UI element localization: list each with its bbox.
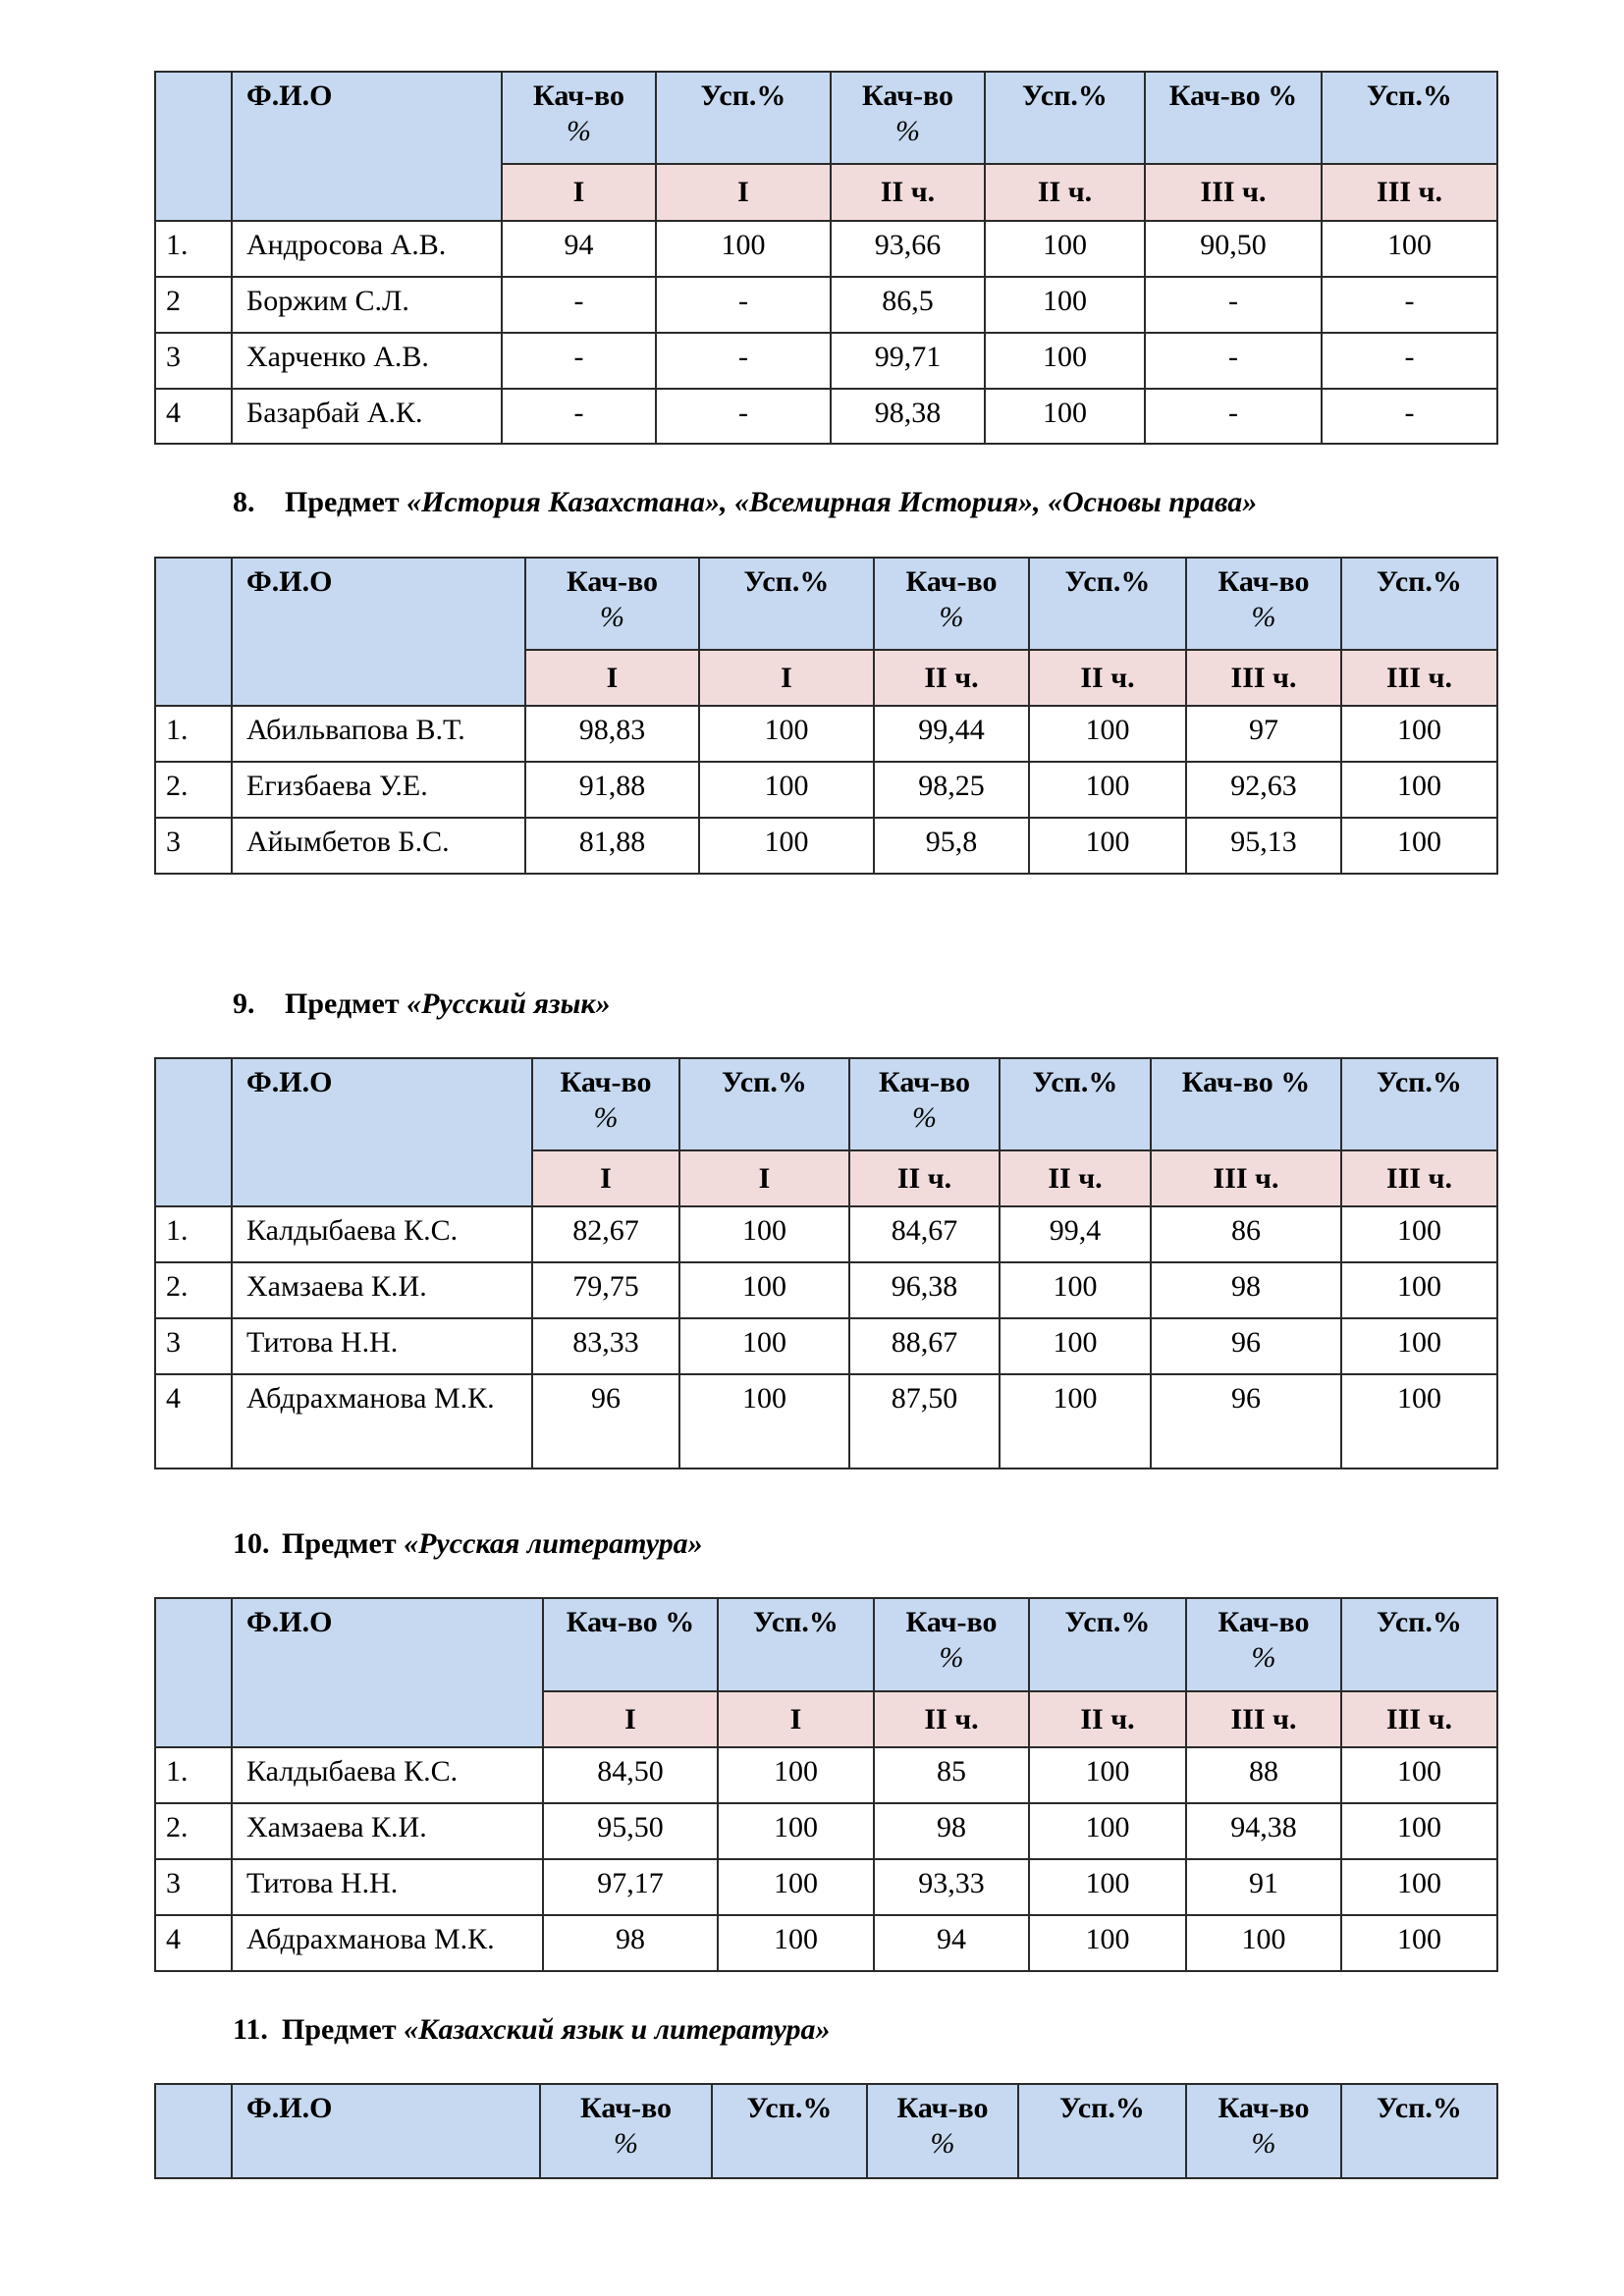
period-cell: I (525, 650, 699, 706)
section-number: 10. (233, 1527, 270, 1560)
period-cell: II ч. (874, 650, 1029, 706)
quality-value: 96 (532, 1374, 679, 1468)
quality-value: - (1145, 277, 1322, 333)
success-value: - (1322, 333, 1497, 389)
quality-value: 96 (1151, 1374, 1341, 1468)
period-cell: III ч. (1186, 650, 1341, 706)
quality-value: 96 (1151, 1318, 1341, 1374)
header-name: Ф.И.О (232, 1598, 543, 1747)
quality-value: 95,50 (543, 1803, 718, 1859)
section-subject: «Русская литература» (404, 1527, 703, 1560)
header-index-cell (155, 2084, 232, 2178)
period-cell: II ч. (985, 164, 1145, 221)
quality-value: 94,38 (1186, 1803, 1341, 1859)
period-cell: I (656, 164, 831, 221)
success-value: 100 (718, 1915, 874, 1971)
header-label: Кач-во (905, 1606, 998, 1638)
header-quality (874, 558, 1029, 650)
table-row (155, 1747, 1497, 1803)
row-index: 4 (155, 1915, 232, 1971)
quality-value: 99,44 (874, 706, 1029, 762)
header-percent: % (600, 601, 624, 633)
header-row (155, 558, 1497, 650)
success-value: 100 (1341, 762, 1497, 818)
quality-value: 86 (1151, 1206, 1341, 1262)
success-value: 100 (1341, 1747, 1497, 1803)
quality-value: 93,33 (874, 1859, 1029, 1915)
success-value: 100 (1341, 1859, 1497, 1915)
teacher-name: Калдыбаева К.С. (232, 1747, 543, 1803)
grades-table-continued (154, 71, 1498, 445)
header-index-cell (155, 558, 232, 706)
success-value: 100 (985, 277, 1145, 333)
success-value: 100 (699, 818, 874, 874)
success-value: 100 (718, 1803, 874, 1859)
teacher-name: Андросова А.В. (232, 221, 502, 277)
header-percent: % (614, 2127, 638, 2160)
header-label: Кач-во (566, 565, 659, 598)
quality-value: 98 (1151, 1262, 1341, 1318)
success-value: 100 (1000, 1262, 1151, 1318)
row-index: 2. (155, 1803, 232, 1859)
header-success: Усп.% (1341, 1598, 1497, 1691)
header-label: Кач-во (1218, 565, 1310, 598)
header-label: Кач-во (896, 2092, 989, 2124)
success-value: 100 (1029, 1915, 1186, 1971)
quality-value: 95,8 (874, 818, 1029, 874)
header-label: Кач-во (1218, 2092, 1310, 2124)
quality-value: 98,38 (831, 389, 985, 444)
success-value: 100 (1000, 1374, 1151, 1468)
section-number: 9. (233, 988, 255, 1020)
quality-value: 99,71 (831, 333, 985, 389)
period-cell: II ч. (849, 1150, 1000, 1206)
period-cell: II ч. (1000, 1150, 1151, 1206)
header-index-cell (155, 1058, 232, 1206)
section-heading-10 (233, 1529, 703, 1559)
header-quality (849, 1058, 1000, 1150)
row-index: 2 (155, 277, 232, 333)
header-percent: % (939, 601, 964, 633)
section-prefix: Предмет (285, 988, 400, 1020)
success-value: 99,4 (1000, 1206, 1151, 1262)
success-value: - (1322, 389, 1497, 444)
header-success: Усп.% (985, 72, 1145, 164)
quality-value: - (502, 277, 656, 333)
header-percent: % (939, 1641, 964, 1674)
success-value: 100 (1341, 1262, 1497, 1318)
table-row (155, 1262, 1497, 1318)
quality-value: - (502, 389, 656, 444)
header-name: Ф.И.О (232, 2084, 540, 2178)
period-cell: II ч. (874, 1691, 1029, 1747)
grades-table-kazakh (154, 2083, 1498, 2179)
header-quality (867, 2084, 1018, 2178)
header-percent: % (930, 2127, 955, 2160)
header-success: Усп.% (1000, 1058, 1151, 1150)
success-value: 100 (1029, 818, 1186, 874)
success-value: 100 (1322, 221, 1497, 277)
header-quality (874, 1598, 1029, 1691)
teacher-name: Абильвапова В.Т. (232, 706, 525, 762)
success-value: 100 (679, 1318, 849, 1374)
period-cell: II ч. (1029, 1691, 1186, 1747)
header-success: Усп.% (1029, 558, 1186, 650)
row-index: 3 (155, 818, 232, 874)
success-value: 100 (1341, 1374, 1497, 1468)
header-quality (1186, 558, 1341, 650)
row-index: 3 (155, 333, 232, 389)
header-percent: % (1251, 601, 1276, 633)
quality-value: 83,33 (532, 1318, 679, 1374)
table-row (155, 1318, 1497, 1374)
period-cell: I (502, 164, 656, 221)
header-quality (831, 72, 985, 164)
header-quality: Кач-во % (1145, 72, 1322, 164)
teacher-name: Хамзаева К.И. (232, 1262, 532, 1318)
success-value: - (1322, 277, 1497, 333)
header-percent: % (1251, 1641, 1276, 1674)
success-value: 100 (1029, 1859, 1186, 1915)
header-name: Ф.И.О (232, 558, 525, 706)
success-value: 100 (1029, 1803, 1186, 1859)
header-success: Усп.% (679, 1058, 849, 1150)
quality-value: 90,50 (1145, 221, 1322, 277)
header-name: Ф.И.О (232, 72, 502, 221)
header-success: Усп.% (1341, 2084, 1497, 2178)
table-row (155, 1859, 1497, 1915)
row-index: 1. (155, 221, 232, 277)
header-label: Кач-во (1218, 1606, 1310, 1638)
section-number: 11. (233, 2013, 268, 2046)
period-cell: I (543, 1691, 718, 1747)
quality-value: 92,63 (1186, 762, 1341, 818)
row-index: 1. (155, 1747, 232, 1803)
success-value: 100 (1029, 762, 1186, 818)
period-cell: I (699, 650, 874, 706)
success-value: 100 (699, 762, 874, 818)
success-value: 100 (679, 1374, 849, 1468)
table-row (155, 762, 1497, 818)
success-value: - (656, 389, 831, 444)
header-index-cell (155, 72, 232, 221)
period-cell: III ч. (1322, 164, 1497, 221)
quality-value: 86,5 (831, 277, 985, 333)
table-row (155, 1206, 1497, 1262)
header-success: Усп.% (1029, 1598, 1186, 1691)
period-cell: III ч. (1341, 1691, 1497, 1747)
success-value: 100 (718, 1747, 874, 1803)
success-value: 100 (985, 389, 1145, 444)
header-success: Усп.% (1341, 558, 1497, 650)
teacher-name: Боржим С.Л. (232, 277, 502, 333)
grades-table-russian-literature (154, 1597, 1498, 1972)
period-cell: III ч. (1341, 1150, 1497, 1206)
period-cell: II ч. (1029, 650, 1186, 706)
period-cell: III ч. (1186, 1691, 1341, 1747)
quality-value: 100 (1186, 1915, 1341, 1971)
teacher-name: Базарбай А.К. (232, 389, 502, 444)
teacher-name: Калдыбаева К.С. (232, 1206, 532, 1262)
quality-value: 84,67 (849, 1206, 1000, 1262)
period-cell: I (679, 1150, 849, 1206)
quality-value: 87,50 (849, 1374, 1000, 1468)
row-index: 2. (155, 1262, 232, 1318)
success-value: 100 (1341, 1915, 1497, 1971)
teacher-name: Егизбаева У.Е. (232, 762, 525, 818)
success-value: - (656, 277, 831, 333)
header-label: Кач-во (532, 80, 625, 112)
quality-value: 91,88 (525, 762, 699, 818)
period-cell: III ч. (1341, 650, 1497, 706)
success-value: 100 (679, 1206, 849, 1262)
quality-value: 95,13 (1186, 818, 1341, 874)
header-row (155, 1058, 1497, 1150)
header-quality: Кач-во % (1151, 1058, 1341, 1150)
quality-value: 96,38 (849, 1262, 1000, 1318)
quality-value: - (502, 333, 656, 389)
row-index: 4 (155, 389, 232, 444)
section-subject: «Казахский язык и литература» (404, 2013, 831, 2046)
success-value: 100 (1341, 818, 1497, 874)
success-value: 100 (718, 1859, 874, 1915)
success-value: 100 (656, 221, 831, 277)
quality-value: 98,25 (874, 762, 1029, 818)
teacher-name: Титова Н.Н. (232, 1318, 532, 1374)
section-heading-8 (233, 488, 1257, 517)
header-percent: % (1251, 2127, 1276, 2160)
section-number: 8. (233, 486, 255, 518)
period-cell: I (718, 1691, 874, 1747)
header-label: Кач-во (905, 565, 998, 598)
header-row (155, 2084, 1497, 2178)
quality-value: 98,83 (525, 706, 699, 762)
success-value: 100 (1029, 706, 1186, 762)
quality-value: 97,17 (543, 1859, 718, 1915)
success-value: 100 (1029, 1747, 1186, 1803)
period-cell: I (532, 1150, 679, 1206)
quality-value: 82,67 (532, 1206, 679, 1262)
teacher-name: Титова Н.Н. (232, 1859, 543, 1915)
header-percent: % (912, 1101, 937, 1134)
quality-value: 91 (1186, 1859, 1341, 1915)
teacher-name: Харченко А.В. (232, 333, 502, 389)
success-value: 100 (985, 333, 1145, 389)
success-value: 100 (1341, 706, 1497, 762)
header-quality (532, 1058, 679, 1150)
header-label: Кач-во (560, 1066, 652, 1098)
header-success: Усп.% (1322, 72, 1497, 164)
header-name: Ф.И.О (232, 1058, 532, 1206)
table-row (155, 277, 1497, 333)
success-value: 100 (1341, 1318, 1497, 1374)
success-value: 100 (985, 221, 1145, 277)
success-value: 100 (1341, 1206, 1497, 1262)
success-value: 100 (699, 706, 874, 762)
table-row (155, 1803, 1497, 1859)
quality-value: 81,88 (525, 818, 699, 874)
header-success: Усп.% (656, 72, 831, 164)
quality-value: 98 (543, 1915, 718, 1971)
row-index: 2. (155, 762, 232, 818)
quality-value: 93,66 (831, 221, 985, 277)
quality-value: 88,67 (849, 1318, 1000, 1374)
success-value: 100 (1341, 1803, 1497, 1859)
section-prefix: Предмет (282, 2013, 397, 2046)
quality-value: 94 (874, 1915, 1029, 1971)
success-value: - (656, 333, 831, 389)
header-label: Кач-во (878, 1066, 971, 1098)
header-success: Усп.% (718, 1598, 874, 1691)
success-value: 100 (1000, 1318, 1151, 1374)
quality-value: - (1145, 389, 1322, 444)
quality-value: 85 (874, 1747, 1029, 1803)
quality-value: - (1145, 333, 1322, 389)
header-row (155, 72, 1497, 164)
header-quality (502, 72, 656, 164)
header-percent: % (593, 1101, 619, 1134)
header-success: Усп.% (699, 558, 874, 650)
header-quality: Кач-во % (543, 1598, 718, 1691)
quality-value: 84,50 (543, 1747, 718, 1803)
header-percent: % (567, 115, 591, 147)
header-quality (525, 558, 699, 650)
success-value: 100 (679, 1262, 849, 1318)
period-cell: III ч. (1151, 1150, 1341, 1206)
table-row (155, 1915, 1497, 1971)
section-prefix: Предмет (282, 1527, 397, 1560)
row-index: 3 (155, 1859, 232, 1915)
section-subject: «Русский язык» (406, 988, 611, 1020)
table-row (155, 1374, 1497, 1468)
period-cell: III ч. (1145, 164, 1322, 221)
header-success: Усп.% (1018, 2084, 1186, 2178)
period-cell: II ч. (831, 164, 985, 221)
grades-table-history (154, 557, 1498, 875)
header-quality (1186, 2084, 1341, 2178)
header-label: Кач-во (579, 2092, 673, 2124)
quality-value: 94 (502, 221, 656, 277)
table-row (155, 706, 1497, 762)
section-subject: «История Казахстана», «Всемирная История», «Основы права» (406, 486, 1258, 518)
header-index-cell (155, 1598, 232, 1747)
header-label: Кач-во (861, 80, 954, 112)
grades-table-russian-language (154, 1057, 1498, 1469)
table-row (155, 221, 1497, 277)
quality-value: 88 (1186, 1747, 1341, 1803)
table-row (155, 818, 1497, 874)
quality-value: 97 (1186, 706, 1341, 762)
header-quality (540, 2084, 712, 2178)
header-success: Усп.% (712, 2084, 867, 2178)
section-prefix: Предмет (285, 486, 400, 518)
row-index: 3 (155, 1318, 232, 1374)
section-heading-9 (233, 989, 611, 1019)
table-row (155, 389, 1497, 444)
header-row (155, 1598, 1497, 1691)
row-index: 1. (155, 1206, 232, 1262)
row-index: 1. (155, 706, 232, 762)
teacher-name: Хамзаева К.И. (232, 1803, 543, 1859)
quality-value: 98 (874, 1803, 1029, 1859)
header-quality (1186, 1598, 1341, 1691)
quality-value: 79,75 (532, 1262, 679, 1318)
teacher-name: Айымбетов Б.С. (232, 818, 525, 874)
teacher-name: Абдрахманова М.К. (232, 1915, 543, 1971)
row-index: 4 (155, 1374, 232, 1468)
header-percent: % (895, 115, 920, 147)
header-success: Усп.% (1341, 1058, 1497, 1150)
section-heading-11 (233, 2015, 831, 2045)
teacher-name: Абдрахманова М.К. (232, 1374, 532, 1468)
table-row (155, 333, 1497, 389)
